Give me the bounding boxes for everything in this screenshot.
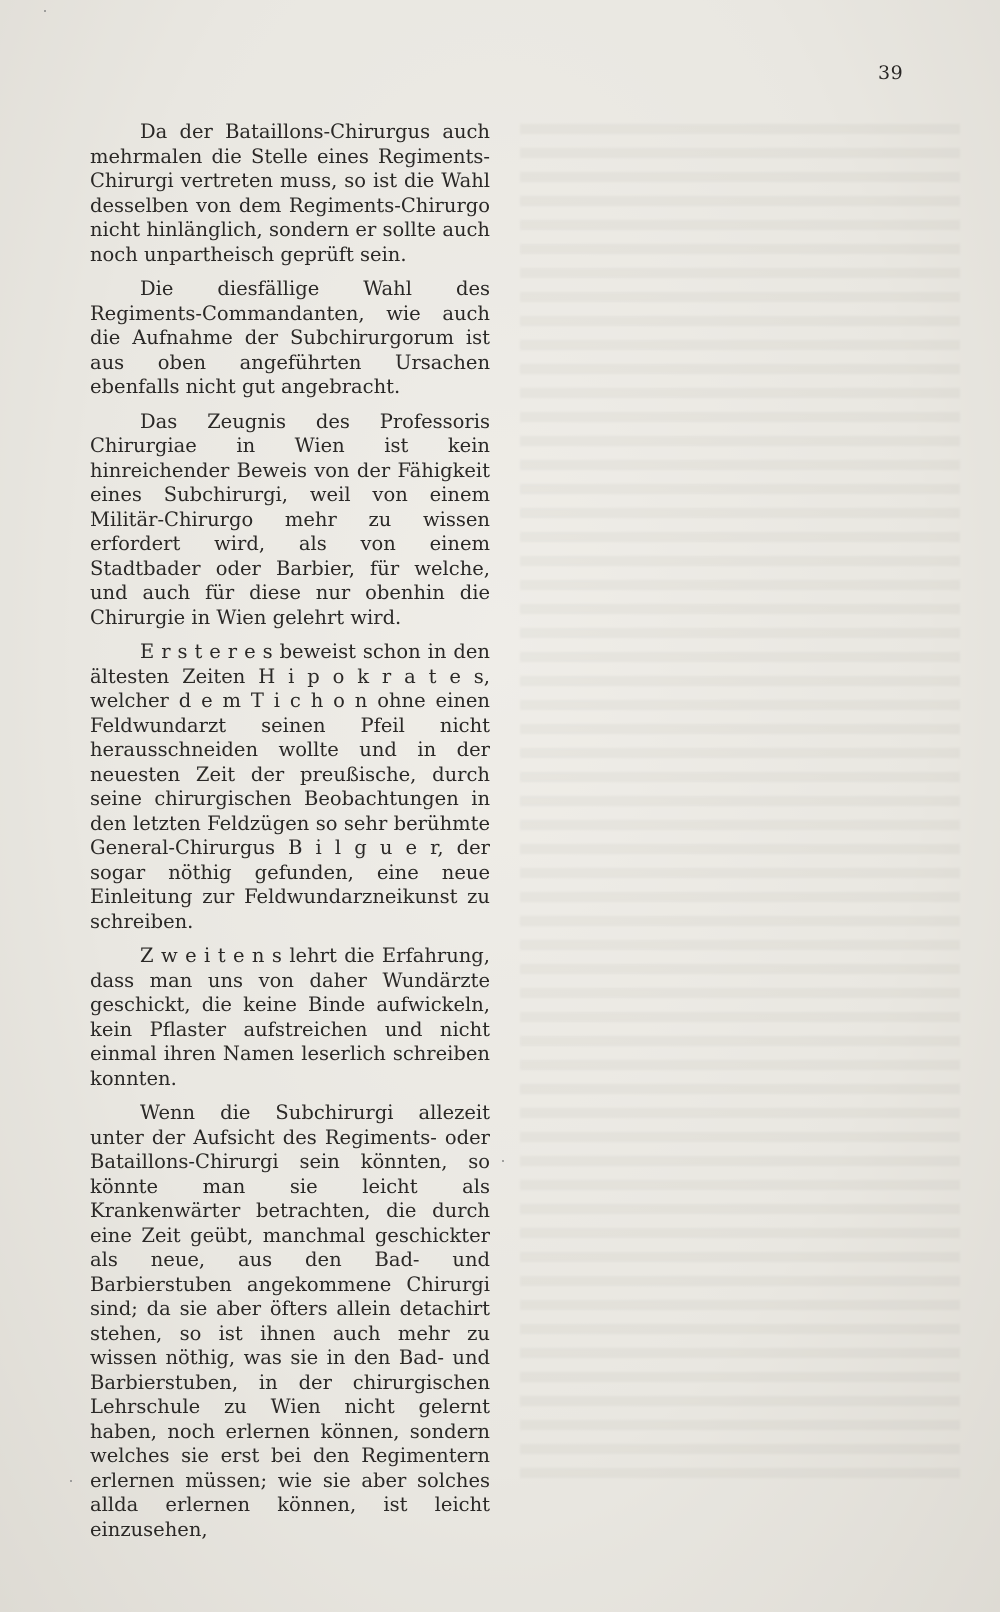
paragraph: Das Zeugnis des Professoris Chirurgiae in Wien ist kein hinreichender Beweis von der Fähigkeit eines Subchirurgi, weil von einem Militär-Chirurgo mehr zu wissen erfordert wird, als von einem Stadtbader oder Barbier, für welche, und auch für diese nur obenhin die Chirurgie in Wien gelehrt wird.: [90, 409, 490, 629]
paragraph: Da der Bataillons-Chirurgus auch mehrmalen die Stelle eines Regiments-Chirurgi vertreten muss, so ist die Wahl desselben von dem Regiments-Chirurgo nicht hinlänglich, sondern er sollte auch noch unpartheisch geprüft sein.: [90, 120, 490, 266]
paragraph: Z w e i t e n s lehrt die Erfahrung, dass man uns von daher Wundärzte geschickt, die keine Binde aufwickeln, kein Pflaster aufstreichen und nicht einmal ihren Namen leserlich schreiben konnten.: [90, 944, 490, 1090]
speck: [70, 1480, 72, 1482]
paragraph: Wenn die Subchirurgi allezeit unter der Aufsicht des Regiments- oder Bataillons-Chirurgi sein könnten, so könnte man sie leicht als Krankenwärter betrachten, die durch eine Zeit geübt, manchmal geschickter als neue, aus den Bad- und Barbierstuben angekommene Chirurgi sind; da sie aber öfters allein detachirt stehen, so ist ihnen auch mehr zu wissen nöthig, was sie in den Bad- und Barbierstuben, in der chirurgischen Lehrschule zu Wien nicht gelernt haben, noch erlernen können, sondern welches sie erst bei den Regimentern erlernen müssen; wie sie aber solches allda erlernen können, ist leicht einzusehen,: [90, 1101, 490, 1541]
paragraph: E r s t e r e s beweist schon in den ältesten Zeiten H i p o k r a t e s, welcher d e m T i c h o n ohne einen Feldwundarzt seinen Pfeil nicht herausschneiden wollte und in der neuesten Zeit der preußische, durch seine chirurgischen Beobachtungen in den letzten Feldzügen so sehr berühmte General-Chirurgus B i l g u e r, der sogar nöthig gefunden, eine neue Einleitung zur Feldwundarzneikunst zu schreiben.: [90, 640, 490, 933]
page-number: 39: [878, 62, 904, 84]
speck: [44, 10, 46, 12]
speck: [502, 1160, 504, 1162]
show-through-bleed: [520, 110, 960, 1490]
paragraph: Die diesfällige Wahl des Regiments-Commandanten, wie auch die Aufnahme der Subchirurgorum ist aus oben angeführten Ursachen ebenfalls nicht gut angebracht.: [90, 277, 490, 398]
text-column: [90, 120, 490, 1552]
